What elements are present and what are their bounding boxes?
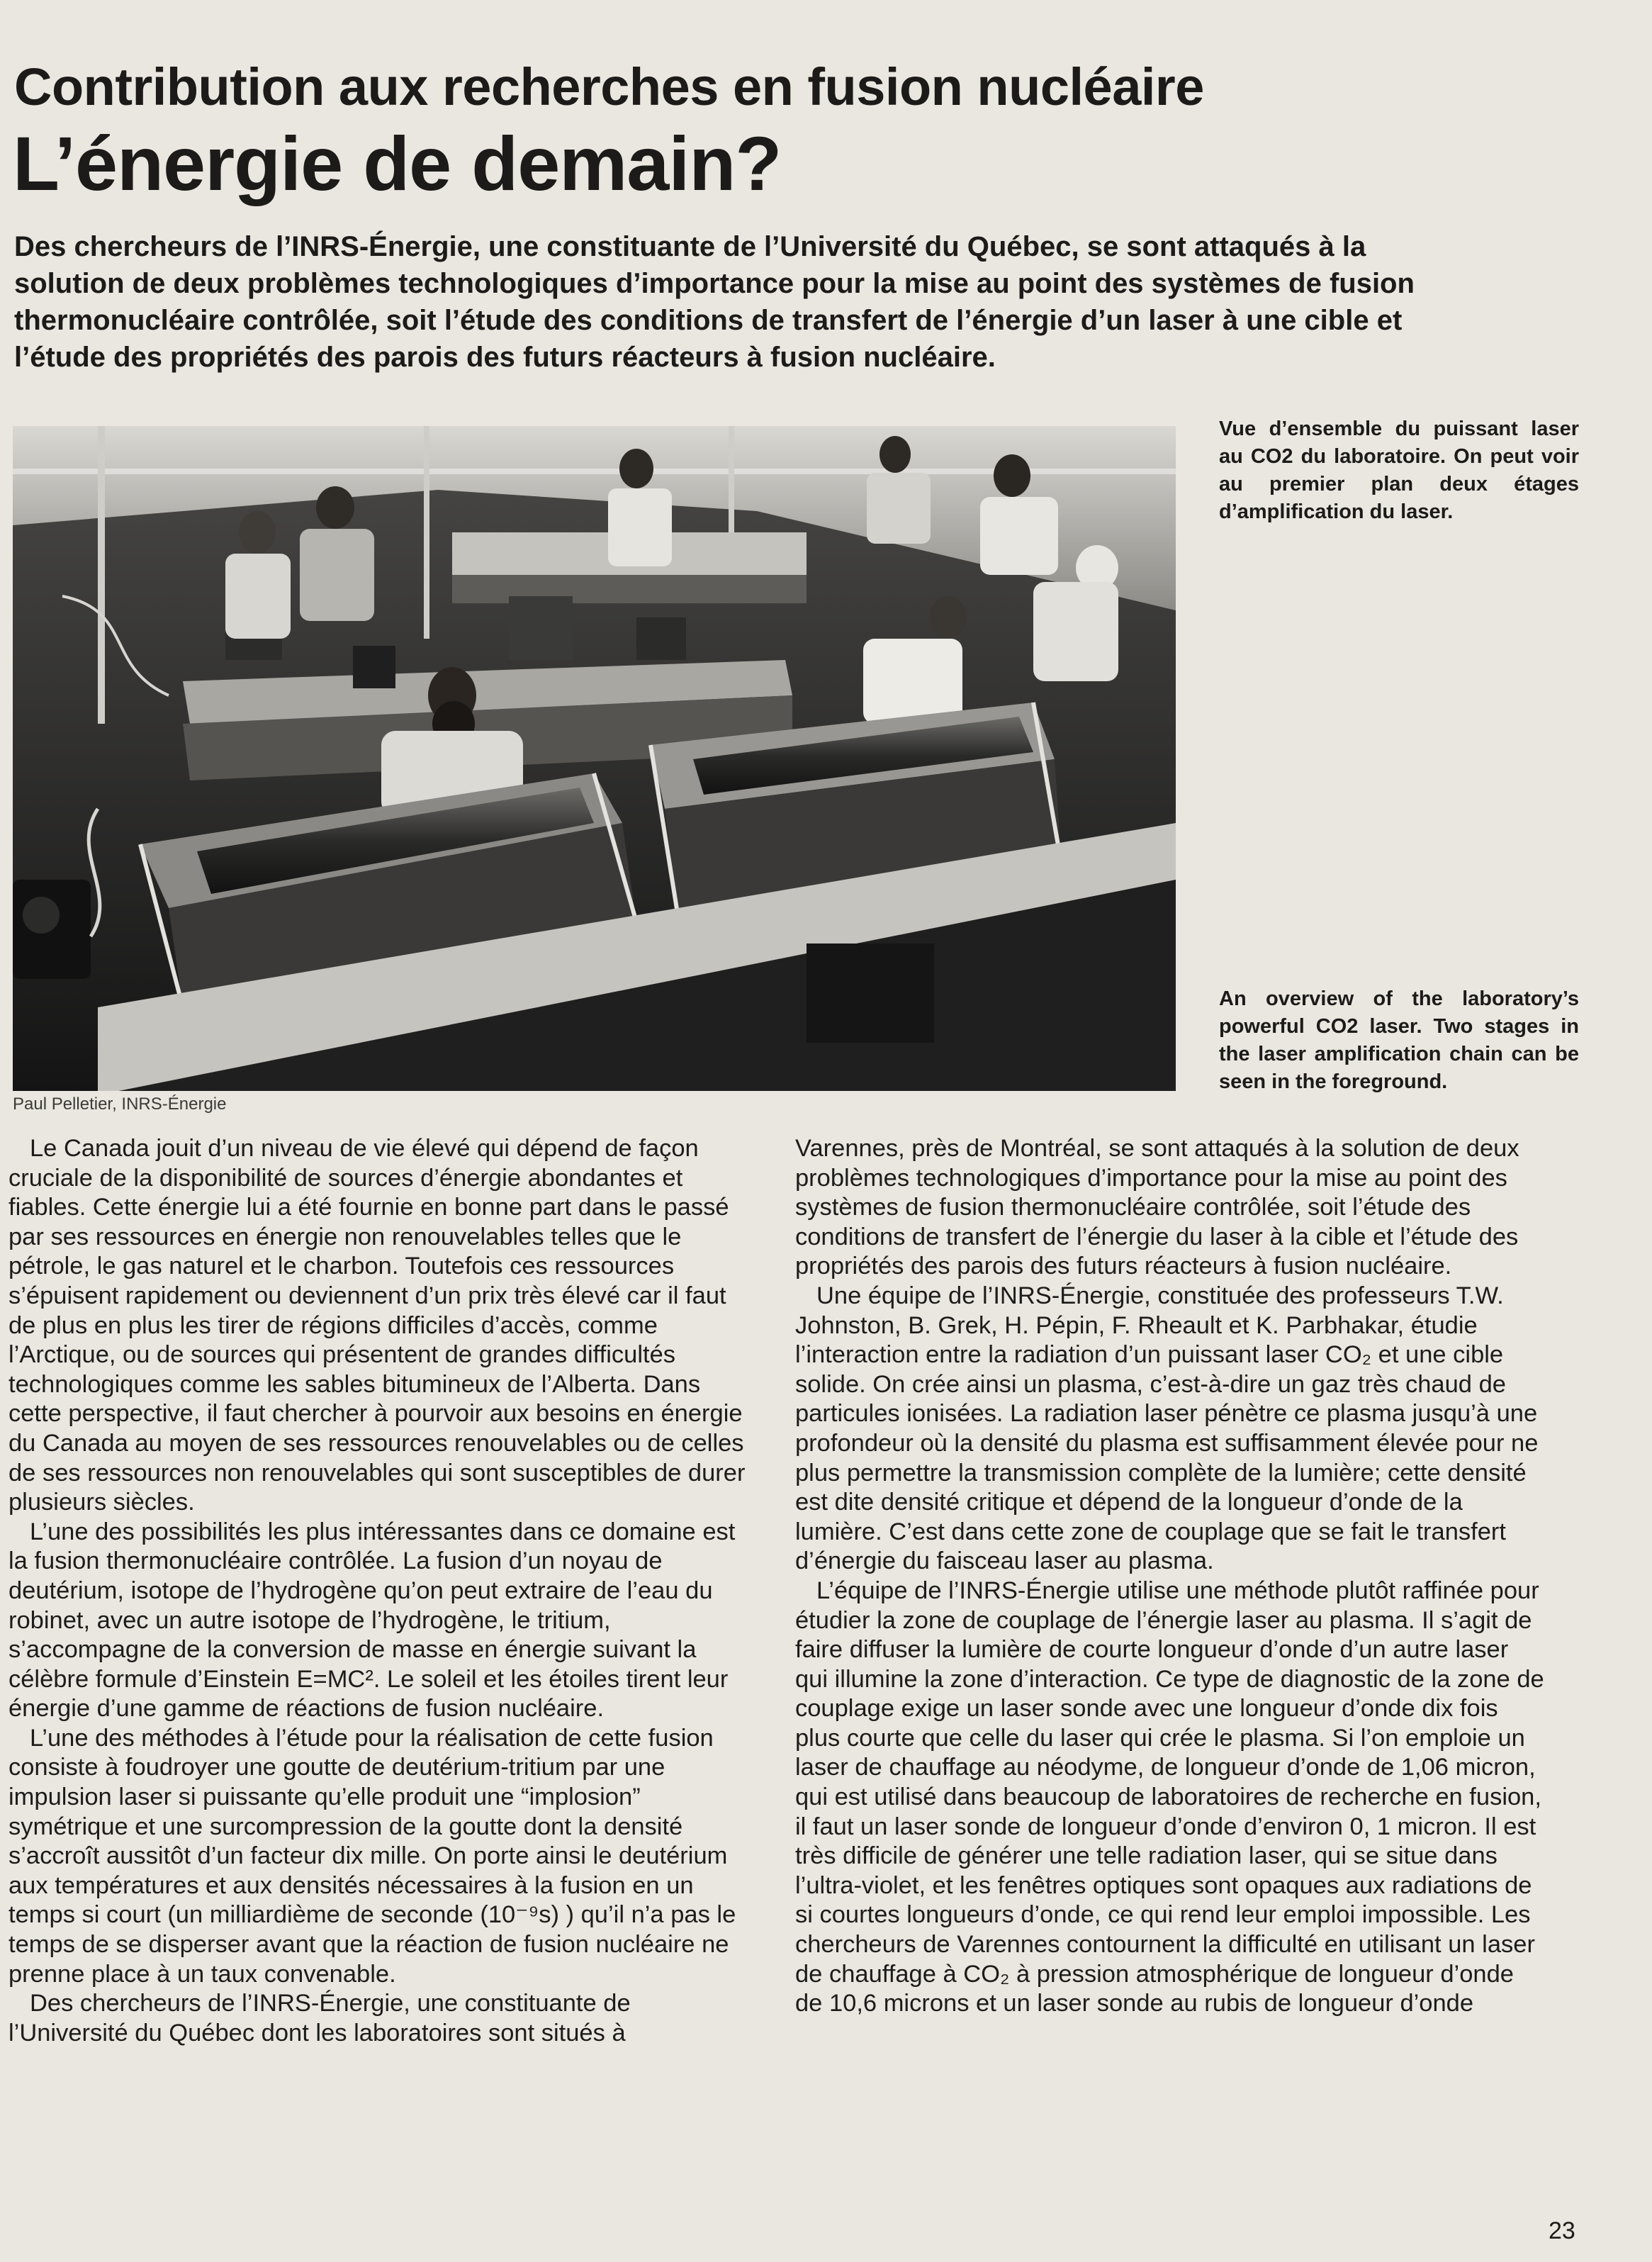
- photo-credit: Paul Pelletier, INRS-Énergie: [13, 1094, 227, 1114]
- laboratory-photo: [13, 426, 1176, 1091]
- body-column-right: [795, 1134, 1546, 2019]
- article-kicker: Contribution aux recherches en fusion nucléaire: [14, 57, 1204, 116]
- body-paragraph: Une équipe de l’INRS-Énergie, constituée des professeurs T.W. Johnston, B. Grek, H. Pépin, F. Rheault et K. Parbhakar, étudie l’interaction entre la radiation d’un puissant laser CO₂ et une cible solide. On crée ainsi un plasma, c’est-à-dire un gaz très chaud de particules ionisées. La radiation laser pénètre ce plasma jusqu’à une profondeur où la densité du plasma est suffisamment élevée pour ne plus permettre la transmission complète de la lumière; cette densité est dite densité critique et dépend de la longueur d’onde de la lumière. C’est dans cette zone de couplage que se fait le transfert d’énergie du faisceau laser au plasma.: [795, 1282, 1539, 1575]
- body-paragraph: L’une des possibilités les plus intéressantes dans ce domaine est la fusion thermonucléaire contrôlée. La fusion d’un noyau de deutérium, isotope de l’hydrogène qu’on peut extraire de l’eau du robinet, avec un autre isotope de l’hydrogène, le tritium, s’accompagne de la conversion de masse en énergie suivant la célèbre formule d’Einstein E=MC². Le soleil et les étoiles tirent leur énergie d’une gamme de réactions de fusion nucléaire.: [9, 1518, 736, 1723]
- photo-caption-french: Vue d’ensemble du puissant laser au CO2 du laboratoire. On peut voir au premier plan deux étages d’amplification du laser.: [1219, 418, 1579, 523]
- body-paragraph: Varennes, près de Montréal, se sont attaqués à la solution de deux problèmes technologiques d’importance pour la mise au point des systèmes de fusion thermonucléaire contrôlée, soit l’étude des conditions de transfert de l’énergie du laser à la cible et l’étude des propriétés des parois des futurs réacteurs à fusion nucléaire.: [795, 1135, 1519, 1280]
- body-paragraph: Des chercheurs de l’INRS-Énergie, une constituante de l’Université du Québec dont les laboratoires sont situés à: [9, 1990, 631, 2047]
- body-paragraph: L’une des méthodes à l’étude pour la réalisation de cette fusion consiste à foudroyer une goutte de deutérium-tritium par une impulsion laser si puissante qu’elle produit une “implosion” symétrique et une surcompression de la goutte dont la densité s’accroît aussitôt d’un facteur dix mille. On porte ainsi le deutérium aux températures et aux densités nécessaires à la fusion en un temps si court (un milliardième de seconde (10⁻⁹s) ) qu’il n’a pas le temps de se disperser avant que la réaction de fusion nucléaire ne prenne place à un taux convenable.: [9, 1724, 736, 1988]
- article-title: L’énergie de demain?: [13, 121, 782, 206]
- body-column-left: [9, 1134, 753, 2048]
- photo-caption-english: An overview of the laboratory’s powerful CO2 laser. Two stages in the laser amplification chain can be seen in the foreground.: [1219, 987, 1579, 1093]
- body-paragraph: L’équipe de l’INRS-Énergie utilise une méthode plutôt raffinée pour étudier la zone de couplage de l’énergie laser au plasma. Il s’agit de faire diffuser la lumière de courte longueur d’onde d’un autre laser qui illumine la zone d’interaction. Ce type de diagnostic de la zone de couplage exige un laser sonde avec une longueur d’onde dix fois plus courte que celle du laser qui crée le plasma. Si l’on emploie un laser de chauffage au néodyme, de longueur d’onde de 1,06 micron, qui est utilisé dans beaucoup de laboratoires de recherche en fusion, il faut un laser sonde de longueur d’onde d’environ 0, 1 micron. Il est très difficile de générer une telle radiation laser, qui se situe dans l’ultra-violet, et les fenêtres optiques sont opaques aux radiations de si courtes longueurs d’onde, ce qui rend leur emploi impossible. Les chercheurs de Varennes contournent la difficulté en utilisant un laser de chauffage à CO₂ à pression atmosphérique de longueur d’onde de 10,6 microns et un laser sonde au rubis de longueur d’onde: [795, 1577, 1544, 2017]
- body-paragraph: Le Canada jouit d’un niveau de vie élevé qui dépend de façon cruciale de la disponibilité de sources d’énergie abondantes et fiables. Cette énergie lui a été fournie en bonne part dans le passé par ses ressources en énergie non renouvelables telles que le pétrole, le gas naturel et le charbon. Toutefois ces ressources s’épuisent rapidement ou deviennent d’un prix très élevé car il faut de plus en plus les tirer de régions difficiles d’accès, comme l’Arctique, ou de sources qui présentent de grandes difficultés technologiques comme les sables bitumineux de l’Alberta. Dans cette perspective, il faut chercher à pourvoir aux besoins en énergie du Canada au moyen de ses ressources renouvelables ou de celles de ses ressources non renouvelables qui sont susceptibles de durer plusieurs siècles.: [9, 1135, 746, 1516]
- article-lead: Des chercheurs de l’INRS-Énergie, une constituante de l’Université du Québec, se sont attaqués à la solution de deux problèmes technologiques d’importance pour la mise au point des systèmes de fusion thermonucléaire contrôlée, soit l’étude des conditions de transfert de l’énergie d’un laser à une cible et l’étude des propriétés des parois des futurs réacteurs à fusion nucléaire.: [14, 231, 1415, 373]
- page-number: 23: [1549, 2217, 1575, 2244]
